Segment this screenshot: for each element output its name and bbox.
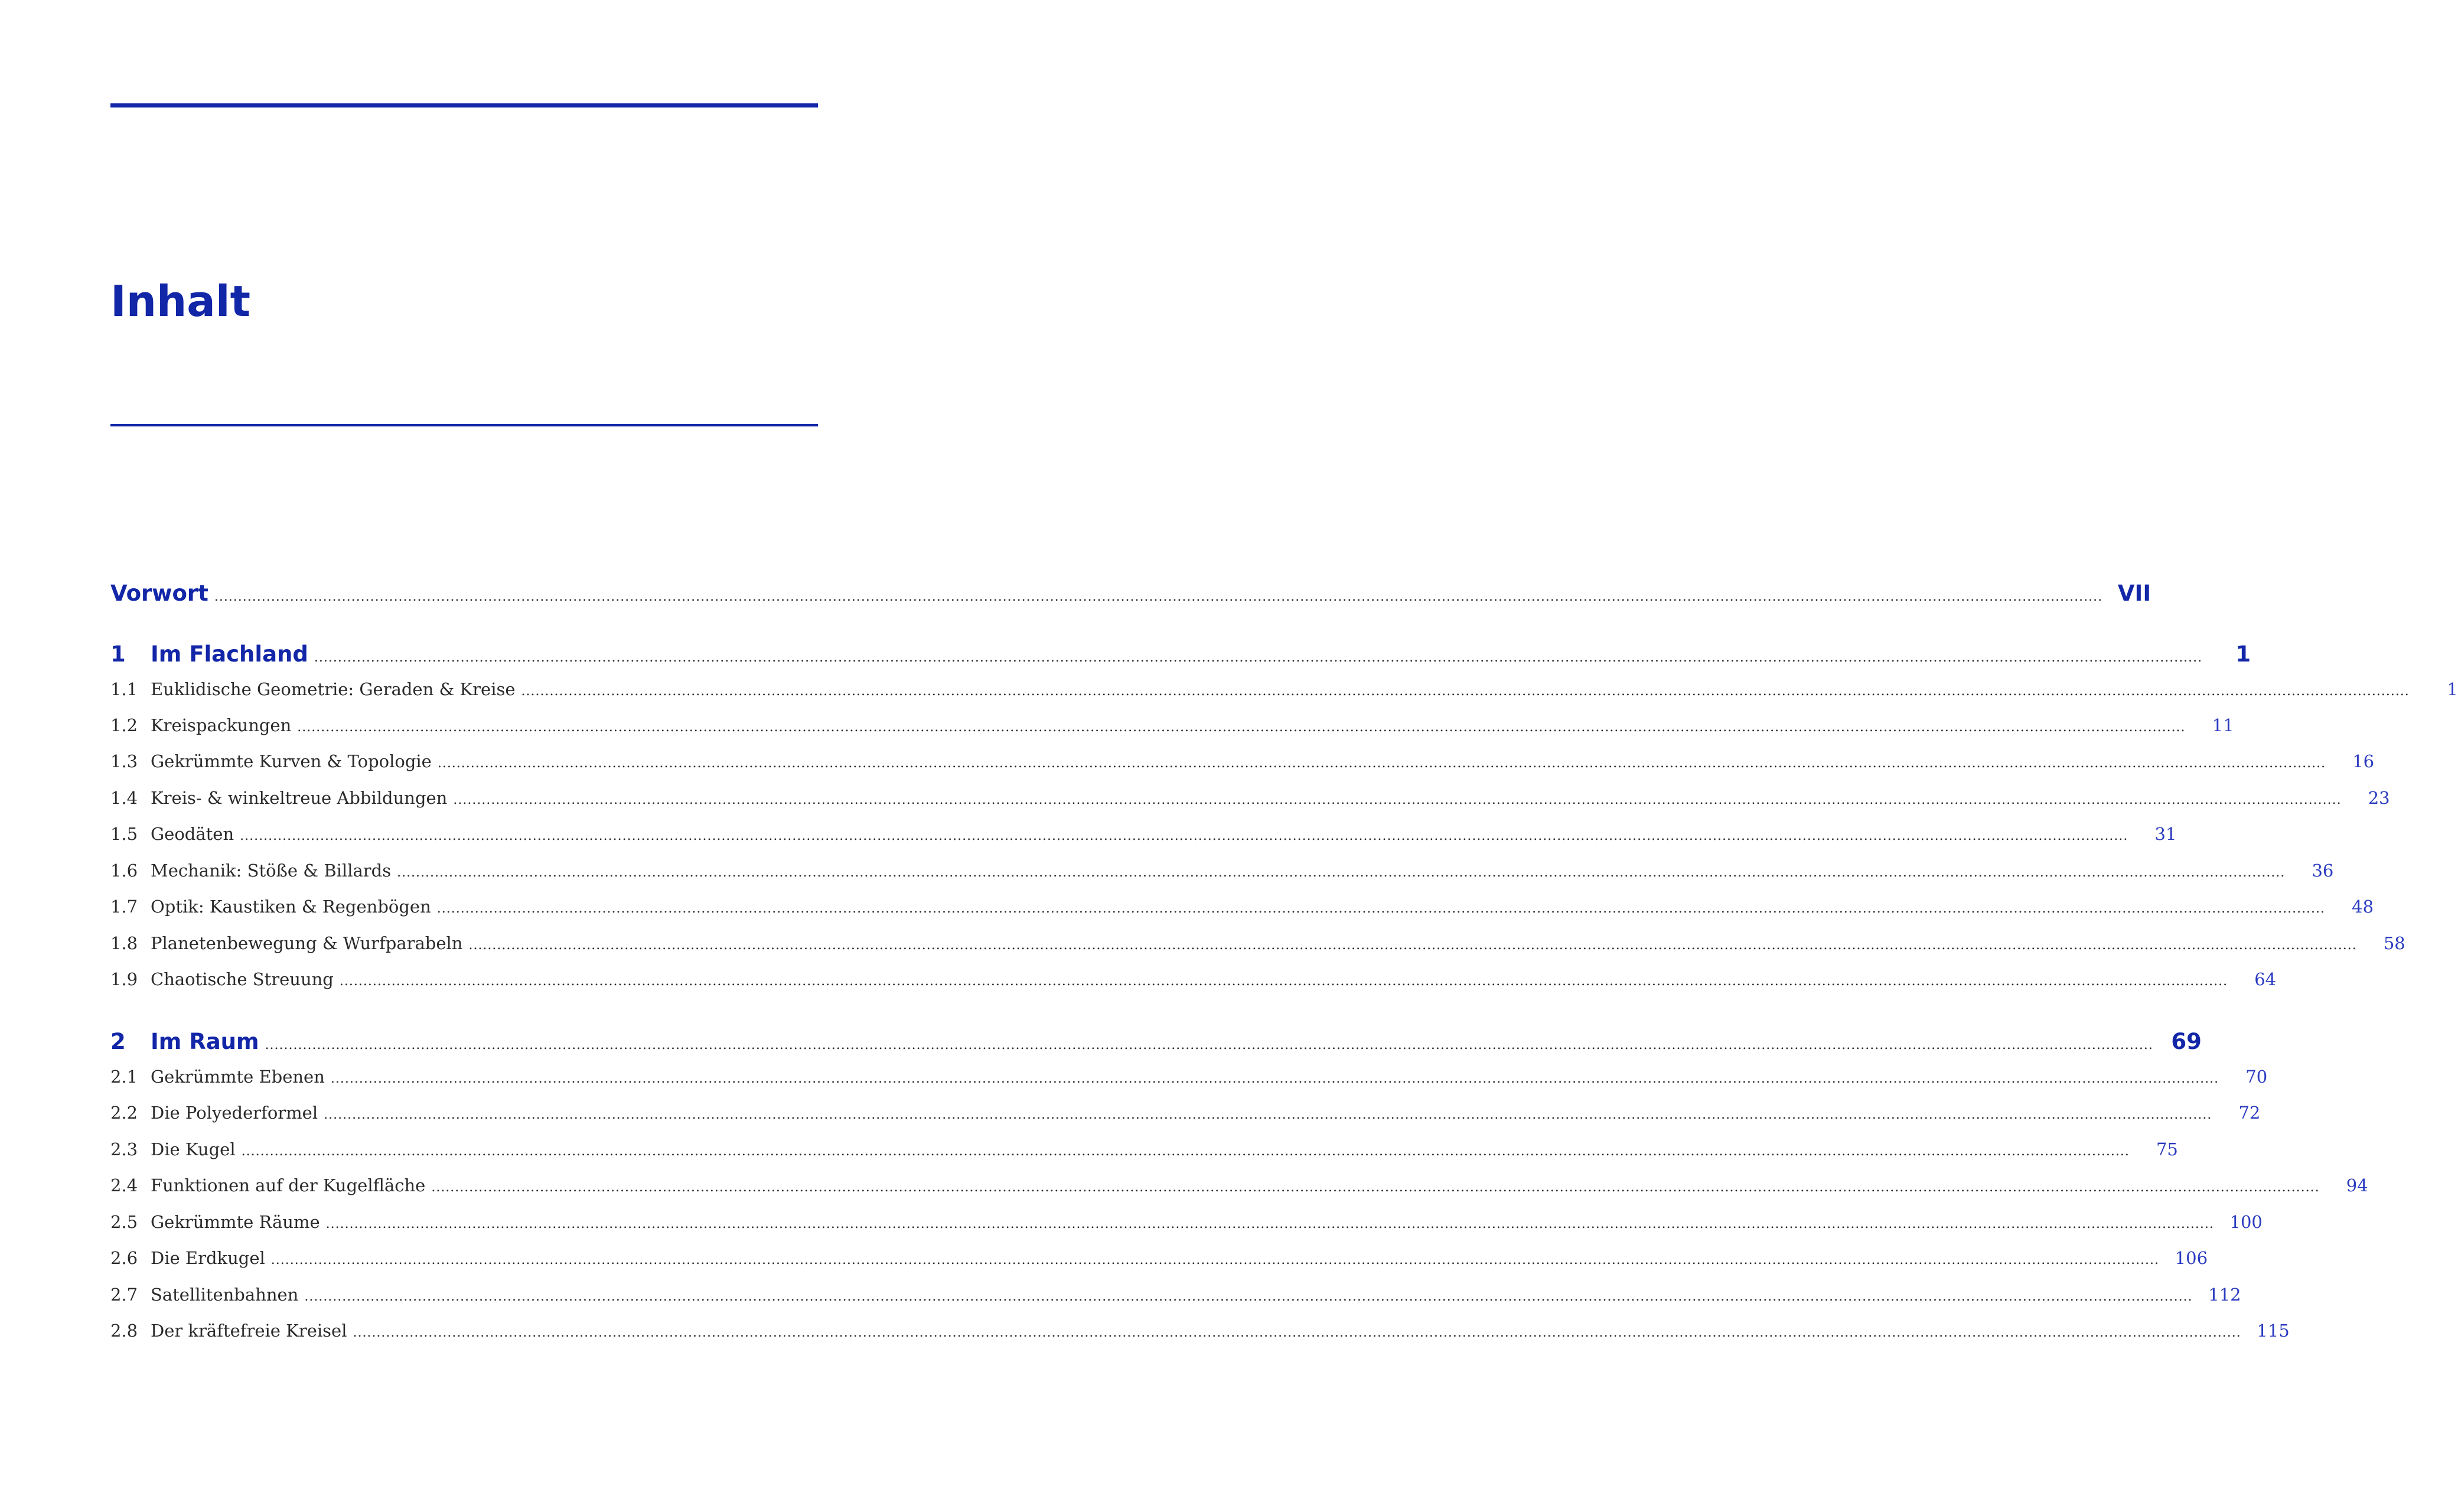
toc-entry-number: 2.8 xyxy=(110,1321,138,1341)
toc-leader-dots: ................................................................................................................................................................................................................................................................................................................................................................................................................ xyxy=(330,1071,2219,1086)
toc-entry-number: 1.7 xyxy=(110,897,138,917)
toc-entry-page: 48 xyxy=(2352,897,2374,917)
toc-chapter-entry[interactable] xyxy=(110,581,2151,607)
toc-entry-label: Gekrümmte Kurven & Topologie xyxy=(151,751,432,771)
toc-entry-number: 1.1 xyxy=(110,679,138,699)
toc-entry-label: Die Polyederformel xyxy=(151,1103,318,1123)
toc-entry-page: 94 xyxy=(2346,1175,2368,1195)
toc-entry-page: 58 xyxy=(2383,933,2405,953)
toc-entry-label: Die Erdkugel xyxy=(151,1248,265,1268)
toc-entry-page: 112 xyxy=(2208,1285,2241,1305)
toc-entry-page: 23 xyxy=(2368,788,2390,808)
toc-section-entry[interactable] xyxy=(110,1139,2178,1165)
toc-leader-dots: ................................................................................................................................................................................................................................................................................................................................................................................................................ xyxy=(265,1038,2153,1052)
toc-entry-number: 1.5 xyxy=(110,824,138,844)
toc-entry-page: 72 xyxy=(2238,1103,2261,1123)
toc-section-entry[interactable] xyxy=(110,1103,2261,1129)
toc-entry-label: Geodäten xyxy=(151,824,234,844)
toc-entry-page: VII xyxy=(2117,581,2151,606)
toc-entry-number: 2.3 xyxy=(110,1139,138,1159)
toc-leader-dots: ................................................................................................................................................................................................................................................................................................................................................................................................................ xyxy=(453,793,2342,807)
toc-entry-label: Gekrümmte Ebenen xyxy=(151,1067,325,1087)
toc-leader-dots: ................................................................................................................................................................................................................................................................................................................................................................................................................ xyxy=(431,1180,2320,1195)
toc-section-entry[interactable] xyxy=(110,824,2177,850)
toc-section-entry[interactable] xyxy=(110,1321,2290,1347)
toc-section-entry[interactable] xyxy=(110,897,2374,923)
toc-section-entry[interactable] xyxy=(110,933,2405,959)
toc-leader-dots: ................................................................................................................................................................................................................................................................................................................................................................................................................ xyxy=(314,650,2203,665)
toc-section-entry[interactable] xyxy=(110,969,2277,995)
toc-leader-dots: ................................................................................................................................................................................................................................................................................................................................................................................................................ xyxy=(270,1253,2160,1267)
toc-entry-number: 2.5 xyxy=(110,1212,138,1232)
toc-entry-number: 1.8 xyxy=(110,933,138,953)
toc-leader-dots: ................................................................................................................................................................................................................................................................................................................................................................................................................ xyxy=(324,1107,2212,1122)
toc-leader-dots: ................................................................................................................................................................................................................................................................................................................................................................................................................ xyxy=(353,1325,2241,1340)
toc-entry-page: 100 xyxy=(2229,1212,2263,1232)
toc-leader-dots: ................................................................................................................................................................................................................................................................................................................................................................................................................ xyxy=(437,756,2326,771)
toc-entry-label: Gekrümmte Räume xyxy=(151,1212,320,1232)
toc-section-entry[interactable] xyxy=(110,1212,2263,1238)
toc-entry-number: 1.9 xyxy=(110,969,138,989)
toc-entry-label: Chaotische Streuung xyxy=(151,969,334,989)
toc-leader-dots: ................................................................................................................................................................................................................................................................................................................................................................................................................ xyxy=(297,720,2186,735)
toc-entry-label: Der kräftefreie Kreisel xyxy=(151,1321,347,1341)
toc-leader-dots: ................................................................................................................................................................................................................................................................................................................................................................................................................ xyxy=(521,684,2410,699)
toc-entry-label: Kreispackungen xyxy=(151,715,292,735)
toc-leader-dots: ................................................................................................................................................................................................................................................................................................................................................................................................................ xyxy=(240,829,2128,843)
toc-entry-page: 16 xyxy=(2352,751,2375,771)
toc-entry-page: 69 xyxy=(2171,1029,2202,1054)
toc-leader-dots: ................................................................................................................................................................................................................................................................................................................................................................................................................ xyxy=(325,1217,2214,1231)
toc-entry-page: 1 xyxy=(2447,679,2458,699)
toc-section-entry[interactable] xyxy=(110,1285,2241,1311)
page-title: Inhalt xyxy=(110,276,250,326)
toc-leader-dots: ................................................................................................................................................................................................................................................................................................................................................................................................................ xyxy=(468,938,2357,953)
title-rule xyxy=(110,424,818,426)
toc-entry-page: 36 xyxy=(2312,861,2334,881)
toc-section-entry[interactable] xyxy=(110,1067,2268,1093)
toc-entry-page: 64 xyxy=(2254,969,2277,989)
toc-entry-number: 2.7 xyxy=(110,1285,138,1305)
toc-leader-dots: ................................................................................................................................................................................................................................................................................................................................................................................................................ xyxy=(214,589,2103,604)
top-rule xyxy=(110,103,818,107)
toc-entry-number: 1.4 xyxy=(110,788,138,808)
toc-entry-page: 70 xyxy=(2245,1067,2268,1087)
toc-entry-page: 115 xyxy=(2257,1321,2290,1341)
toc-entry-page: 11 xyxy=(2212,715,2234,735)
toc-leader-dots: ................................................................................................................................................................................................................................................................................................................................................................................................................ xyxy=(339,974,2228,989)
toc-entry-label: Euklidische Geometrie: Geraden & Kreise xyxy=(151,679,516,699)
toc-entry-number: 2 xyxy=(110,1029,126,1054)
toc-entry-number: 2.2 xyxy=(110,1103,138,1123)
toc-entry-number: 1.6 xyxy=(110,861,138,881)
toc-leader-dots: ................................................................................................................................................................................................................................................................................................................................................................................................................ xyxy=(436,901,2326,916)
toc-entry-label: Die Kugel xyxy=(151,1139,236,1159)
toc-entry-number: 2.4 xyxy=(110,1175,138,1195)
toc-leader-dots: ................................................................................................................................................................................................................................................................................................................................................................................................................ xyxy=(397,865,2286,880)
toc-entry-number: 2.1 xyxy=(110,1067,138,1087)
toc-entry-label: Vorwort xyxy=(110,581,208,606)
toc-section-entry[interactable] xyxy=(110,751,2375,777)
toc-entry-page: 106 xyxy=(2175,1248,2208,1268)
toc-section-entry[interactable] xyxy=(110,788,2390,814)
toc-leader-dots: ................................................................................................................................................................................................................................................................................................................................................................................................................ xyxy=(304,1289,2193,1304)
toc-section-entry[interactable] xyxy=(110,679,2458,705)
toc-leader-dots: ................................................................................................................................................................................................................................................................................................................................................................................................................ xyxy=(241,1144,2130,1159)
toc-entry-label: Kreis- & winkeltreue Abbildungen xyxy=(151,788,448,808)
toc-entry-page: 31 xyxy=(2154,824,2177,844)
toc-entry-number: 1 xyxy=(110,641,126,667)
toc-entry-label: Funktionen auf der Kugelfläche xyxy=(151,1175,426,1195)
toc-entry-number: 1.3 xyxy=(110,751,138,771)
toc-entry-page: 1 xyxy=(2235,641,2251,667)
toc-entry-page: 75 xyxy=(2156,1139,2178,1159)
toc-entry-label: Optik: Kaustiken & Regenbögen xyxy=(151,897,431,917)
toc-entry-label: Mechanik: Stöße & Billards xyxy=(151,861,392,881)
toc-chapter-entry[interactable] xyxy=(110,641,2251,667)
toc-entry-label: Im Flachland xyxy=(151,641,308,667)
toc-section-entry[interactable] xyxy=(110,1175,2368,1201)
toc-entry-label: Im Raum xyxy=(151,1029,259,1054)
toc-section-entry[interactable] xyxy=(110,861,2334,887)
toc-entry-label: Planetenbewegung & Wurfparabeln xyxy=(151,933,463,953)
toc-entry-number: 1.2 xyxy=(110,715,138,735)
toc-section-entry[interactable] xyxy=(110,1248,2208,1274)
toc-entry-number: 2.6 xyxy=(110,1248,138,1268)
toc-section-entry[interactable] xyxy=(110,715,2234,741)
toc-entry-label: Satellitenbahnen xyxy=(151,1285,299,1305)
toc-chapter-entry[interactable] xyxy=(110,1029,2202,1055)
